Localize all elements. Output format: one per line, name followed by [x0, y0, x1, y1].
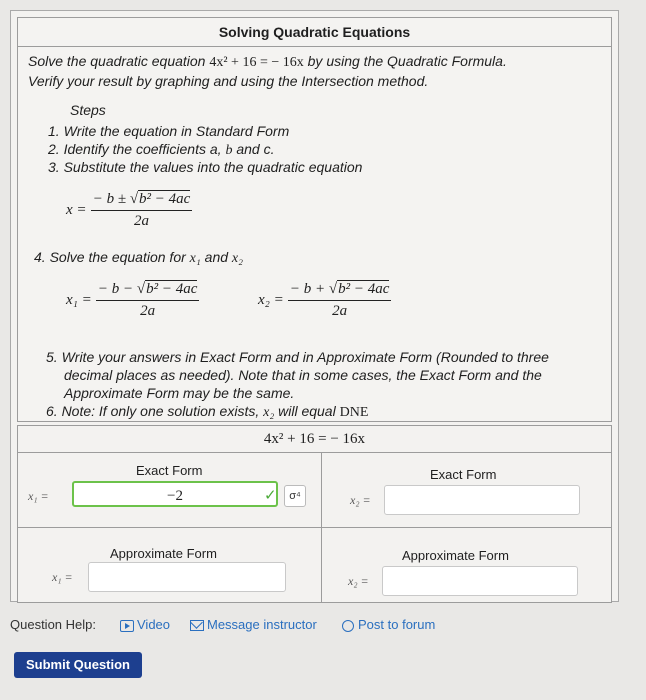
step-1: 1. Write the equation in Standard Form — [48, 123, 290, 139]
x2-approx-cell — [321, 527, 612, 603]
approximate-form-label: Approximate Form — [110, 546, 217, 561]
x1-approx-input[interactable] — [88, 562, 286, 592]
x1-approx-cell — [17, 527, 322, 603]
check-icon: ✓ — [264, 487, 277, 504]
formula-x2: x₂ = $\frac{\text{− b + √b² − 4ac}}{2a}$ — [258, 281, 390, 319]
video-link[interactable]: Video — [120, 617, 170, 632]
exact-form-label: Exact Form — [136, 463, 203, 478]
forum-icon — [342, 620, 354, 632]
x1-exact-input[interactable]: −2 — [72, 481, 278, 507]
x1-approx-label: x₁ = — [52, 570, 73, 584]
step-6: 6. Note: If only one solution exists, x₂ will equal DNE — [46, 403, 369, 420]
quadratic-formula: x = $\frac{\text{− b ± √b² − 4ac}}{2a}$ — [66, 191, 191, 229]
x2-label: x₂ = — [350, 493, 371, 507]
post-to-forum-link[interactable]: Post to forum — [342, 617, 435, 632]
x2-exact-cell — [321, 452, 612, 528]
message-instructor-link[interactable]: Message instructor — [190, 617, 317, 632]
x2-exact-input[interactable] — [384, 485, 580, 515]
instructions-box — [17, 17, 612, 422]
x1-exact-cell — [17, 452, 322, 528]
equation-header: 4x² + 16 = − 16x — [17, 425, 612, 453]
mail-icon — [190, 620, 204, 631]
video-icon — [120, 620, 134, 632]
submit-question-button[interactable]: Submit Question — [14, 652, 142, 678]
steps-heading: Steps — [70, 102, 106, 118]
intro-text: Solve the quadratic equation 4x² + 16 = − 16x by using the Quadratic Formula. Verify your result by graphing and using the Intersection method. — [28, 53, 507, 89]
step-3: 3. Substitute the values into the quadratic equation — [48, 159, 363, 175]
x2-approx-label: x₂ = — [348, 574, 369, 588]
question-panel — [10, 10, 619, 602]
step-5: 5. Write your answers in Exact Form and in Approximate Form (Rounded to three decimal places as needed). Note that in some cases, the Exact Form and the Approximate Form may be the same. — [46, 349, 549, 401]
exact-form-label: Exact Form — [430, 467, 497, 482]
question-help-label: Question Help: — [10, 617, 96, 632]
step-4: 4. Solve the equation for x₁ and x₂ — [34, 249, 243, 266]
step-2: 2. Identify the coefficients a, b and c. — [48, 141, 275, 158]
formula-x1: x₁ = $\frac{\text{− b − √b² − 4ac}}{2a}$ — [66, 281, 198, 319]
math-palette-icon[interactable]: σ⁴ — [284, 485, 306, 507]
x2-approx-input[interactable] — [382, 566, 578, 596]
x1-label: x₁ = — [28, 489, 49, 503]
page-title: Solving Quadratic Equations — [18, 18, 611, 47]
approximate-form-label: Approximate Form — [402, 548, 509, 563]
